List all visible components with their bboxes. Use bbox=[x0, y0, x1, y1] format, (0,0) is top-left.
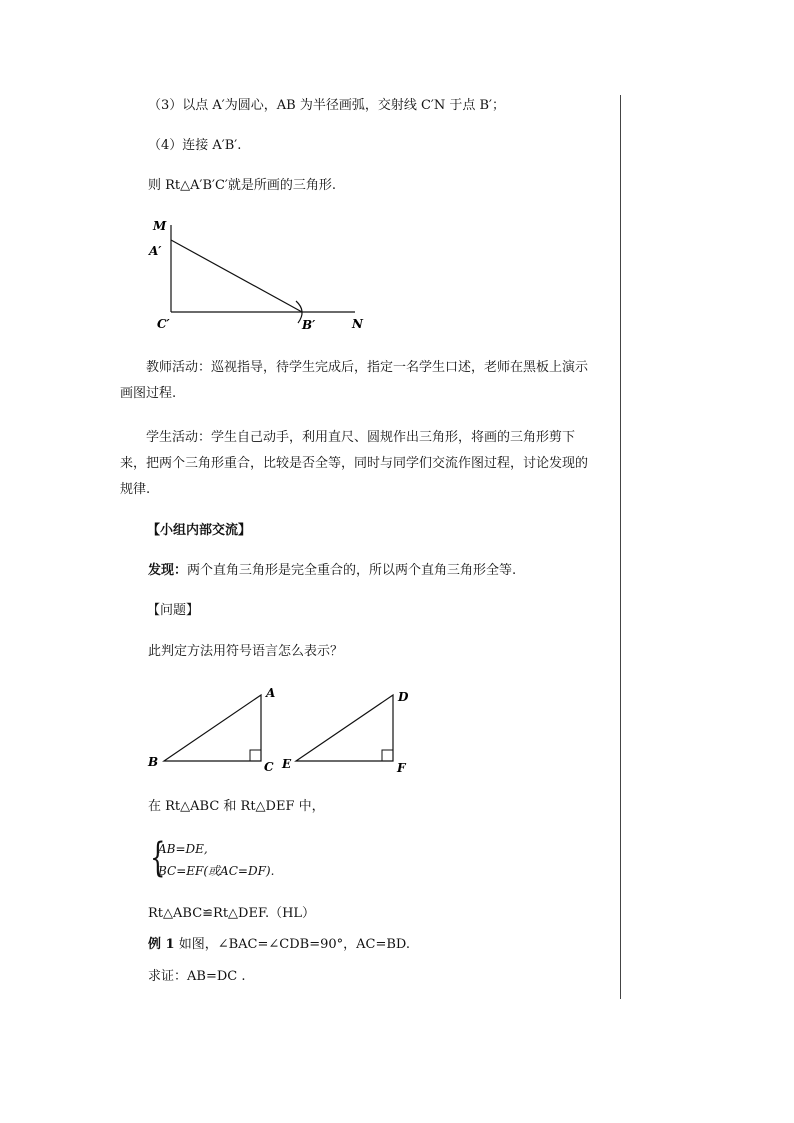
page-right-rule bbox=[620, 95, 621, 999]
example-text: 如图，∠BAC=∠CDB=90°，AC=BD. bbox=[174, 937, 411, 952]
left-brace: { bbox=[150, 835, 166, 881]
discovery bbox=[148, 561, 516, 581]
step-4: （4）连接 A′B′. bbox=[148, 138, 242, 153]
group-heading: 【小组内部交流】 bbox=[147, 523, 252, 538]
label-d: D bbox=[398, 690, 409, 704]
discovery-label: 发现： bbox=[148, 563, 188, 578]
construction-figure bbox=[145, 215, 385, 345]
label-m: M bbox=[153, 219, 167, 233]
triangles-figure bbox=[140, 685, 420, 785]
statement-intro: 在 Rt△ABC 和 Rt△DEF 中， bbox=[148, 799, 325, 814]
question-heading: 【问题】 bbox=[147, 603, 200, 618]
triangle-def bbox=[296, 695, 393, 761]
example-1 bbox=[148, 935, 410, 955]
student-activity: 学生活动：学生自己动手，利用直尺、圆规作出三角形，将画的三角形剪下来，把两个三角形重合，比较是否全等，同时与同学们交流作图过程，讨论发现的规律. bbox=[120, 430, 589, 497]
label-e: E bbox=[282, 757, 292, 771]
triangle-abc bbox=[164, 695, 261, 761]
question-text: 此判定方法用符号语言怎么表示？ bbox=[148, 644, 344, 659]
label-f: F bbox=[397, 761, 406, 775]
label-c: C bbox=[264, 760, 274, 774]
statement-result: Rt△ABC≌Rt△DEF.（HL） bbox=[148, 906, 316, 921]
label-b: B bbox=[148, 755, 159, 769]
condition-1: AB=DE, bbox=[158, 842, 208, 856]
label-b-prime: B′ bbox=[302, 318, 316, 332]
step-3: （3）以点 A′为圆心，AB 为半径画弧，交射线 C′N 于点 B′； bbox=[148, 98, 505, 113]
example-prove: 求证：AB=DC . bbox=[148, 969, 246, 984]
right-angle-f bbox=[382, 750, 393, 761]
conditions bbox=[158, 838, 274, 882]
label-c-prime: C′ bbox=[157, 317, 170, 331]
condition-2: BC=EF(或AC=DF). bbox=[158, 864, 275, 878]
teacher-activity: 教师活动：巡视指导，待学生完成后，指定一名学生口述，老师在黑板上演示画图过程. bbox=[120, 360, 589, 401]
label-a-prime: A′ bbox=[149, 244, 162, 258]
label-a: A bbox=[266, 686, 276, 700]
hypotenuse-ab bbox=[171, 240, 302, 312]
label-n: N bbox=[352, 317, 363, 331]
example-label: 例 1 bbox=[148, 937, 175, 952]
conclusion-text: 则 Rt△A′B′C′就是所画的三角形. bbox=[148, 178, 337, 193]
discovery-text: 两个直角三角形是完全重合的，所以两个直角三角形全等. bbox=[187, 563, 517, 578]
right-angle-c bbox=[250, 750, 261, 761]
